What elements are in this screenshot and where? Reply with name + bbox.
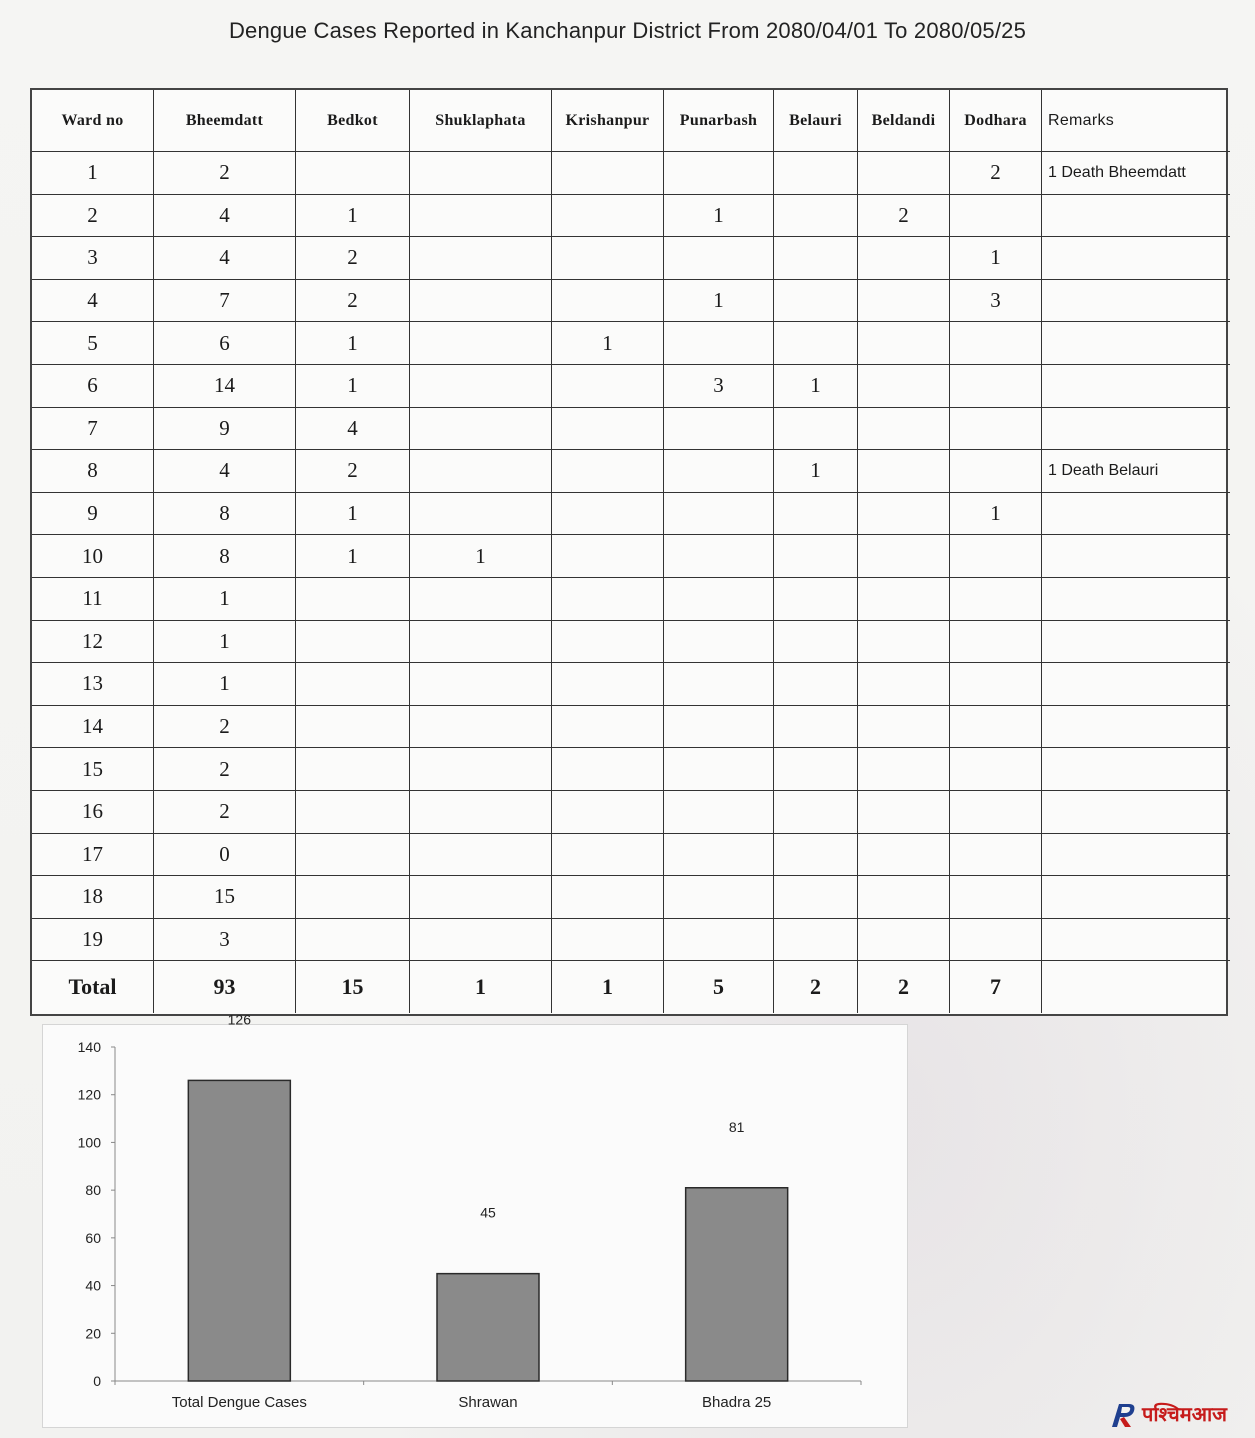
case-count-cell	[858, 152, 950, 195]
case-count-cell	[950, 365, 1042, 408]
case-count-cell	[858, 919, 950, 962]
case-count-cell: 15	[154, 876, 296, 919]
case-count-cell: 1	[664, 280, 774, 323]
ward-number-cell: 4	[32, 280, 154, 323]
case-count-cell	[858, 706, 950, 749]
remarks-cell	[1042, 365, 1230, 408]
case-count-cell	[774, 535, 858, 578]
case-count-cell	[296, 876, 410, 919]
ward-number-cell: 12	[32, 621, 154, 664]
case-count-cell: 4	[154, 195, 296, 238]
remarks-cell	[1042, 322, 1230, 365]
ward-number-cell: 6	[32, 365, 154, 408]
x-category-label: Shrawan	[458, 1394, 518, 1411]
case-count-cell	[774, 748, 858, 791]
case-count-cell: 2	[154, 791, 296, 834]
case-count-cell	[858, 408, 950, 451]
table-header-cell: Shuklaphata	[410, 90, 552, 152]
ward-number-cell: 10	[32, 535, 154, 578]
case-count-cell	[410, 919, 552, 962]
case-count-cell: 7	[154, 280, 296, 323]
remarks-cell	[1042, 578, 1230, 621]
case-count-cell	[858, 450, 950, 493]
ward-number-cell: 17	[32, 834, 154, 877]
case-count-cell	[552, 280, 664, 323]
case-count-cell	[410, 408, 552, 451]
case-count-cell	[296, 663, 410, 706]
case-count-cell: 6	[154, 322, 296, 365]
total-value-cell: 1	[410, 961, 552, 1013]
table-header-cell: Krishanpur	[552, 90, 664, 152]
case-count-cell: 8	[154, 535, 296, 578]
case-count-cell	[664, 706, 774, 749]
case-count-cell	[858, 322, 950, 365]
case-count-cell	[410, 280, 552, 323]
ward-number-cell: 18	[32, 876, 154, 919]
case-count-cell	[552, 408, 664, 451]
case-count-cell	[410, 578, 552, 621]
total-value-cell: 93	[154, 961, 296, 1013]
case-count-cell	[552, 152, 664, 195]
case-count-cell: 4	[154, 237, 296, 280]
case-count-cell	[664, 791, 774, 834]
case-count-cell	[296, 152, 410, 195]
case-count-cell	[664, 578, 774, 621]
case-count-cell: 1	[552, 322, 664, 365]
case-count-cell	[950, 621, 1042, 664]
case-count-cell	[296, 919, 410, 962]
case-count-cell: 1	[154, 578, 296, 621]
remarks-cell	[1042, 535, 1230, 578]
case-count-cell	[552, 195, 664, 238]
bar-chart	[42, 1011, 908, 1428]
case-count-cell	[858, 237, 950, 280]
ward-number-cell: 11	[32, 578, 154, 621]
case-count-cell	[552, 834, 664, 877]
case-count-cell	[858, 748, 950, 791]
remarks-cell	[1042, 408, 1230, 451]
remarks-cell	[1042, 621, 1230, 664]
y-tick-label: 40	[85, 1277, 101, 1294]
case-count-cell	[296, 706, 410, 749]
case-count-cell	[410, 748, 552, 791]
bar-value-label: 81	[728, 1118, 745, 1135]
case-count-cell: 8	[154, 493, 296, 536]
case-count-cell	[774, 621, 858, 664]
bar-total-dengue-cases	[188, 1080, 290, 1381]
case-count-cell	[552, 237, 664, 280]
case-count-cell	[950, 450, 1042, 493]
remarks-cell	[1042, 919, 1230, 962]
case-count-cell	[664, 919, 774, 962]
case-count-cell	[552, 493, 664, 536]
total-label-cell: Total	[32, 961, 154, 1013]
case-count-cell	[552, 365, 664, 408]
case-count-cell	[858, 535, 950, 578]
case-count-cell	[774, 280, 858, 323]
case-count-cell	[950, 535, 1042, 578]
case-count-cell	[950, 706, 1042, 749]
total-value-cell: 5	[664, 961, 774, 1013]
ward-number-cell: 2	[32, 195, 154, 238]
case-count-cell	[410, 365, 552, 408]
case-count-cell	[552, 748, 664, 791]
table-header-cell: Dodhara	[950, 90, 1042, 152]
case-count-cell	[774, 152, 858, 195]
case-count-cell	[950, 748, 1042, 791]
case-count-cell	[664, 663, 774, 706]
case-count-cell: 9	[154, 408, 296, 451]
case-count-cell	[858, 876, 950, 919]
case-count-cell	[410, 152, 552, 195]
case-count-cell: 3	[950, 280, 1042, 323]
case-count-cell: 1	[296, 535, 410, 578]
case-count-cell	[296, 791, 410, 834]
y-tick-label: 20	[85, 1325, 101, 1342]
case-count-cell	[410, 322, 552, 365]
table-grid	[32, 90, 1226, 1014]
case-count-cell: 1	[296, 493, 410, 536]
case-count-cell: 14	[154, 365, 296, 408]
case-count-cell	[950, 663, 1042, 706]
case-count-cell	[858, 834, 950, 877]
total-value-cell: 2	[858, 961, 950, 1013]
case-count-cell: 2	[858, 195, 950, 238]
ward-number-cell: 8	[32, 450, 154, 493]
case-count-cell	[552, 535, 664, 578]
case-count-cell	[552, 578, 664, 621]
case-count-cell	[774, 237, 858, 280]
case-count-cell: 2	[154, 152, 296, 195]
case-count-cell: 1	[950, 237, 1042, 280]
logo-mark-icon	[1108, 1400, 1138, 1430]
bar-bhadra-25	[686, 1188, 788, 1381]
case-count-cell	[950, 408, 1042, 451]
case-count-cell	[858, 365, 950, 408]
ward-number-cell: 16	[32, 791, 154, 834]
case-count-cell	[664, 535, 774, 578]
case-count-cell: 4	[296, 408, 410, 451]
case-count-cell	[664, 408, 774, 451]
table-header-cell: Belauri	[774, 90, 858, 152]
case-count-cell	[774, 493, 858, 536]
case-count-cell	[410, 493, 552, 536]
total-value-cell: 2	[774, 961, 858, 1013]
case-count-cell: 1	[296, 322, 410, 365]
case-count-cell	[664, 493, 774, 536]
case-count-cell	[552, 663, 664, 706]
case-count-cell	[410, 237, 552, 280]
case-count-cell	[950, 195, 1042, 238]
case-count-cell	[774, 195, 858, 238]
remarks-cell	[1042, 195, 1230, 238]
case-count-cell: 1	[296, 365, 410, 408]
case-count-cell	[552, 919, 664, 962]
case-count-cell	[664, 237, 774, 280]
table-header-cell: Punarbash	[664, 90, 774, 152]
remarks-cell	[1042, 493, 1230, 536]
total-value-cell: 15	[296, 961, 410, 1013]
case-count-cell	[774, 578, 858, 621]
case-count-cell: 2	[296, 280, 410, 323]
table-header-cell: Beldandi	[858, 90, 950, 152]
case-count-cell	[950, 919, 1042, 962]
case-count-cell	[552, 621, 664, 664]
case-count-cell: 1	[950, 493, 1042, 536]
case-count-cell	[410, 663, 552, 706]
case-count-cell	[552, 450, 664, 493]
total-value-cell: 7	[950, 961, 1042, 1013]
ward-number-cell: 13	[32, 663, 154, 706]
case-count-cell	[858, 493, 950, 536]
case-count-cell	[858, 280, 950, 323]
case-count-cell	[774, 322, 858, 365]
case-count-cell	[774, 919, 858, 962]
y-tick-label: 60	[85, 1229, 101, 1246]
table-header-cell: Bheemdatt	[154, 90, 296, 152]
case-count-cell	[410, 195, 552, 238]
remarks-cell: 1 Death Belauri	[1042, 450, 1230, 493]
page-title: Dengue Cases Reported in Kanchanpur District From 2080/04/01 To 2080/05/25	[228, 18, 1027, 43]
remarks-cell	[1042, 834, 1230, 877]
remarks-cell	[1042, 663, 1230, 706]
case-count-cell: 2	[296, 237, 410, 280]
case-count-cell	[410, 834, 552, 877]
remarks-cell	[1042, 791, 1230, 834]
case-count-cell	[950, 322, 1042, 365]
case-count-cell	[858, 578, 950, 621]
bar-chart-svg	[43, 1011, 907, 1427]
case-count-cell	[664, 450, 774, 493]
case-count-cell: 2	[296, 450, 410, 493]
ward-number-cell: 7	[32, 408, 154, 451]
ward-number-cell: 3	[32, 237, 154, 280]
publisher-logo	[1108, 1398, 1248, 1432]
case-count-cell	[774, 663, 858, 706]
case-count-cell	[950, 791, 1042, 834]
case-count-cell: 3	[154, 919, 296, 962]
case-count-cell: 1	[664, 195, 774, 238]
table-header-cell: Ward no	[32, 90, 154, 152]
case-count-cell	[858, 663, 950, 706]
total-value-cell: 1	[552, 961, 664, 1013]
remarks-cell	[1042, 280, 1230, 323]
case-count-cell	[664, 876, 774, 919]
bar-value-label: 45	[480, 1204, 496, 1221]
case-count-cell	[858, 791, 950, 834]
case-count-cell: 1	[774, 450, 858, 493]
table-header-cell: Bedkot	[296, 90, 410, 152]
case-count-cell	[774, 791, 858, 834]
ward-number-cell: 5	[32, 322, 154, 365]
case-count-cell	[296, 834, 410, 877]
ward-number-cell: 9	[32, 493, 154, 536]
bar-value-label: 126	[227, 1011, 252, 1028]
x-category-label: Bhadra 25	[702, 1394, 772, 1411]
y-tick-label: 140	[77, 1039, 101, 1055]
x-category-label: Total Dengue Cases	[171, 1394, 307, 1411]
case-count-cell: 2	[154, 748, 296, 791]
case-count-cell	[410, 876, 552, 919]
case-count-cell	[950, 578, 1042, 621]
case-count-cell	[664, 621, 774, 664]
case-count-cell	[552, 791, 664, 834]
ward-number-cell: 14	[32, 706, 154, 749]
case-count-cell: 1	[774, 365, 858, 408]
total-value-cell	[1042, 961, 1230, 1013]
y-tick-label: 80	[85, 1182, 101, 1199]
case-count-cell	[950, 876, 1042, 919]
case-count-cell	[296, 621, 410, 664]
case-count-cell	[950, 834, 1042, 877]
case-count-cell	[410, 450, 552, 493]
case-count-cell: 3	[664, 365, 774, 408]
ward-number-cell: 1	[32, 152, 154, 195]
case-count-cell	[664, 152, 774, 195]
remarks-cell	[1042, 237, 1230, 280]
dengue-cases-table	[30, 88, 1228, 1016]
case-count-cell: 4	[154, 450, 296, 493]
ward-number-cell: 19	[32, 919, 154, 962]
case-count-cell	[664, 322, 774, 365]
case-count-cell: 1	[296, 195, 410, 238]
case-count-cell	[774, 834, 858, 877]
ward-number-cell: 15	[32, 748, 154, 791]
case-count-cell: 2	[154, 706, 296, 749]
case-count-cell	[410, 791, 552, 834]
case-count-cell	[664, 748, 774, 791]
case-count-cell: 2	[950, 152, 1042, 195]
case-count-cell: 0	[154, 834, 296, 877]
case-count-cell	[774, 706, 858, 749]
remarks-cell	[1042, 748, 1230, 791]
case-count-cell: 1	[154, 621, 296, 664]
remarks-cell	[1042, 876, 1230, 919]
remarks-cell	[1042, 706, 1230, 749]
table-header-cell: Remarks	[1042, 90, 1230, 152]
case-count-cell	[552, 876, 664, 919]
case-count-cell	[410, 706, 552, 749]
remarks-cell: 1 Death Bheemdatt	[1042, 152, 1230, 195]
case-count-cell	[296, 578, 410, 621]
case-count-cell	[774, 408, 858, 451]
case-count-cell	[858, 621, 950, 664]
case-count-cell: 1	[410, 535, 552, 578]
case-count-cell	[410, 621, 552, 664]
bar-shrawan	[437, 1274, 539, 1381]
logo-wordmark: पश्चिमआज	[1142, 1404, 1227, 1426]
case-count-cell	[552, 706, 664, 749]
y-tick-label: 100	[77, 1134, 101, 1151]
case-count-cell: 1	[154, 663, 296, 706]
case-count-cell	[664, 834, 774, 877]
y-tick-label: 0	[93, 1373, 101, 1389]
case-count-cell	[774, 876, 858, 919]
y-tick-label: 120	[77, 1086, 101, 1103]
case-count-cell	[296, 748, 410, 791]
